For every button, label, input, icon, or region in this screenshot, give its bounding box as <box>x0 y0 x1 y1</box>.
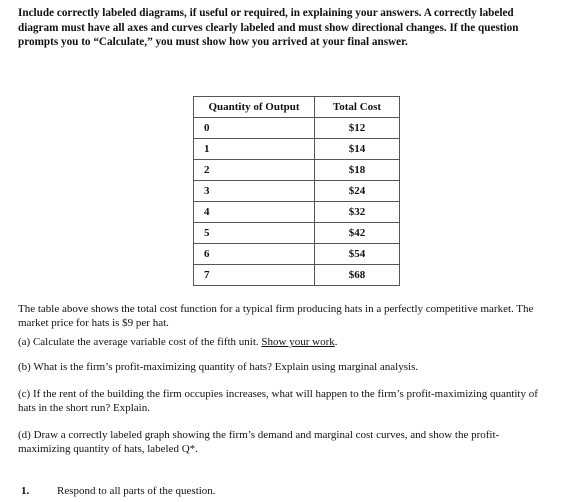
quantity-cell: 6 <box>194 244 315 265</box>
total-cost-cell: $54 <box>315 244 400 265</box>
part-a-emphasis: Show your work <box>261 336 335 348</box>
item-text: Respond to all parts of the question. <box>57 485 216 497</box>
quantity-cell: 2 <box>194 160 315 181</box>
table-header-row <box>194 97 400 118</box>
table-row <box>194 160 400 181</box>
column-header-quantity: Quantity of Output <box>194 97 315 118</box>
quantity-cell: 5 <box>194 223 315 244</box>
instructions-text: Include correctly labeled diagrams, if useful or required, in explaining your answers. A correctly labeled diagram must have all axes and curves clearly labeled and must show directional changes. If the question prompts you to “Calculate,” you must show how you arrived at your final answer. <box>18 7 519 48</box>
total-cost-cell: $42 <box>315 223 400 244</box>
column-header-total-cost: Total Cost <box>315 97 400 118</box>
quantity-cell: 3 <box>194 181 315 202</box>
quantity-cell: 7 <box>194 265 315 286</box>
question-part-d: (d) Draw a correctly labeled graph showing the firm’s demand and marginal cost curves, and show the profit-maximizing quantity of hats, labeled Q*. <box>18 429 500 455</box>
table-row <box>194 244 400 265</box>
total-cost-cell: $18 <box>315 160 400 181</box>
table-row <box>194 181 400 202</box>
question-part-a <box>18 336 548 350</box>
question-part-c: (c) If the rent of the building the firm occupies increases, what will happen to the firm’s profit-maximizing quantity of hats in the short run? Explain. <box>18 388 538 414</box>
total-cost-cell: $24 <box>315 181 400 202</box>
question-intro: The table above shows the total cost function for a typical firm producing hats in a perfectly competitive market. The market price for hats is $9 per hat. <box>18 303 534 329</box>
total-cost-cell: $68 <box>315 265 400 286</box>
table-row <box>194 139 400 160</box>
total-cost-cell: $14 <box>315 139 400 160</box>
part-a-end: . <box>334 336 338 348</box>
question-part-b: (b) What is the firm’s profit-maximizing quantity of hats? Explain using marginal analysis. <box>18 361 419 373</box>
table-row <box>194 265 400 286</box>
quantity-cell: 4 <box>194 202 315 223</box>
table-row <box>194 223 400 244</box>
item-number: 1. <box>21 485 30 497</box>
quantity-cell: 0 <box>194 118 315 139</box>
instruction-item <box>18 485 216 498</box>
table-row <box>194 202 400 223</box>
part-a-text: (a) Calculate the average variable cost of the fifth unit. <box>18 336 262 348</box>
total-cost-cell: $12 <box>315 118 400 139</box>
total-cost-table <box>193 96 400 286</box>
quantity-cell: 1 <box>194 139 315 160</box>
total-cost-cell: $32 <box>315 202 400 223</box>
table-row <box>194 118 400 139</box>
